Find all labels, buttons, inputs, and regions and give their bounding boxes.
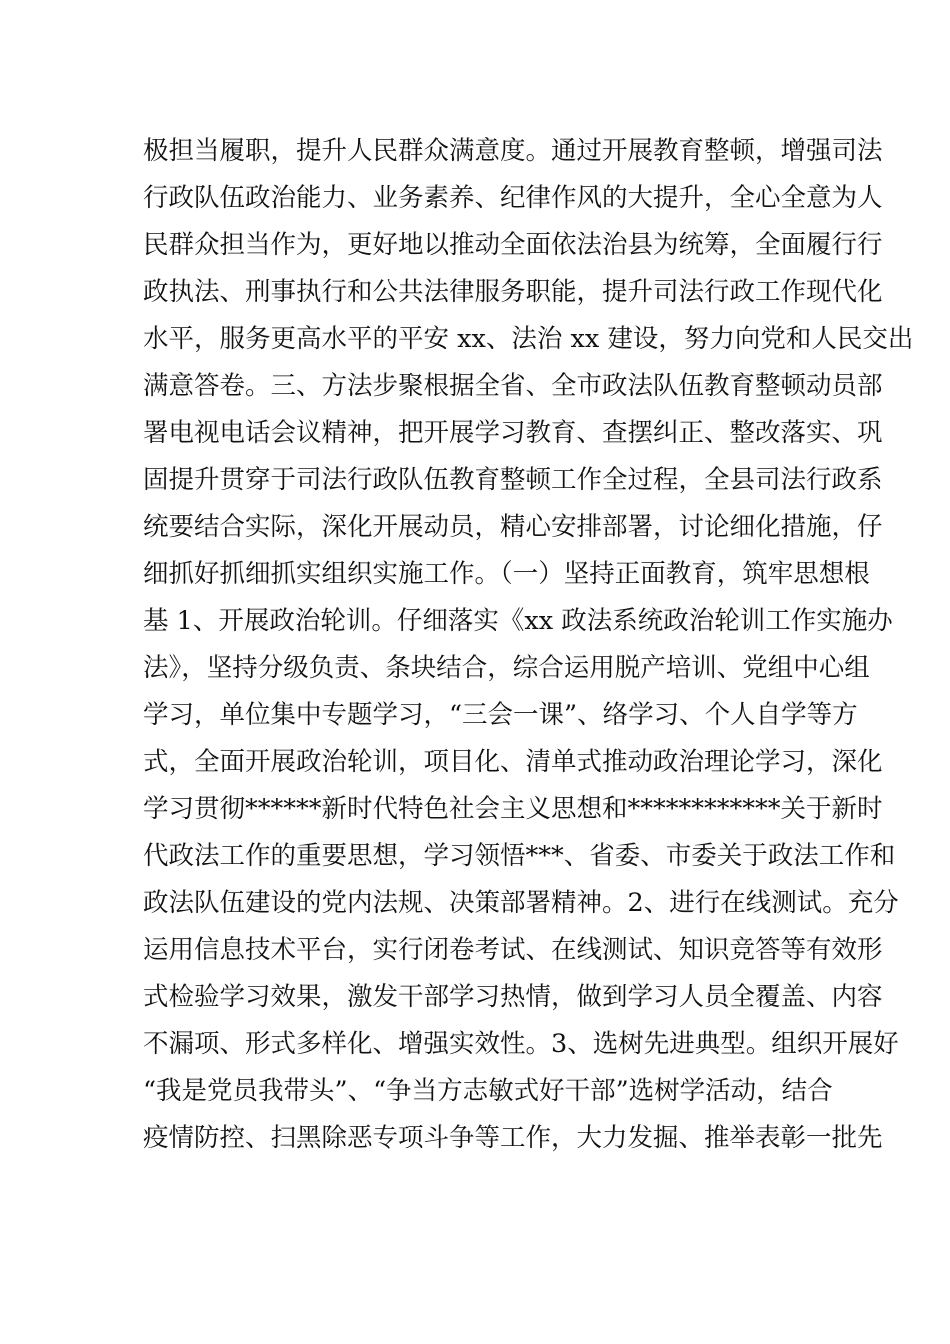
text-line: 固提升贯穿于司法行政队伍教育整顿工作全过程，全县司法行政系 (143, 465, 883, 495)
text-line: 行政队伍政治能力、业务素养、纪律作风的大提升，全心全意为人 (143, 183, 883, 213)
body-text (143, 128, 914, 1162)
text-line: 署电视电话会议精神，把开展学习教育、查摆纠正、整改落实、巩 (143, 418, 883, 448)
text-line: 政执法、刑事执行和公共法律服务职能，提升司法行政工作现代化 (143, 277, 883, 307)
text-line: 疫情防控、扫黑除恶专项斗争等工作，大力发掘、推举表彰一批先 (143, 1123, 883, 1153)
text-line: 满意答卷。三、方法步聚根据全省、全市政法队伍教育整顿动员部 (143, 371, 883, 401)
text-line: 运用信息技术平台，实行闭卷考试、在线测试、知识竞答等有效形 (143, 935, 883, 965)
text-line: 式检验学习效果，激发干部学习热情，做到学习人员全覆盖、内容 (143, 982, 883, 1012)
text-line: 法》，坚持分级负责、条块结合，综合运用脱产培训、党组中心组 (143, 653, 870, 683)
text-line: 统要结合实际，深化开展动员，精心安排部署，讨论细化措施，仔 (143, 512, 883, 542)
text-line: 代政法工作的重要思想，学习领悟***、省委、市委关于政法工作和 (143, 841, 896, 871)
text-line: 细抓好抓细抓实组织实施工作。（一）坚持正面教育，筑牢思想根 (143, 559, 870, 589)
text-line: 不漏项、形式多样化、增强实效性。3、选树先进典型。组织开展好 (143, 1029, 899, 1059)
text-line: 式，全面开展政治轮训，项目化、清单式推动政治理论学习，深化 (143, 747, 883, 777)
text-line: “我是党员我带头”、“争当方志敏式好干部”选树学活动，结合 (143, 1076, 833, 1106)
text-line: 极担当履职，提升人民群众满意度。通过开展教育整顿，增强司法 (143, 136, 883, 166)
text-line: 民群众担当作为，更好地以推动全面依法治县为统筹，全面履行行 (143, 230, 883, 260)
text-line: 政法队伍建设的党内法规、决策部署精神。2、进行在线测试。充分 (143, 888, 899, 918)
text-line: 学习，单位集中专题学习，“三会一课”、络学习、个人自学等方 (143, 700, 858, 730)
text-line: 基 1、开展政治轮训。仔细落实《xx 政法系统政治轮训工作实施办 (143, 606, 893, 636)
text-line: 水平，服务更高水平的平安 xx、法治 xx 建设，努力向党和人民交出 (143, 324, 914, 354)
text-line: 学习贯彻******新时代特色社会主义思想和************关于新时 (143, 794, 883, 824)
